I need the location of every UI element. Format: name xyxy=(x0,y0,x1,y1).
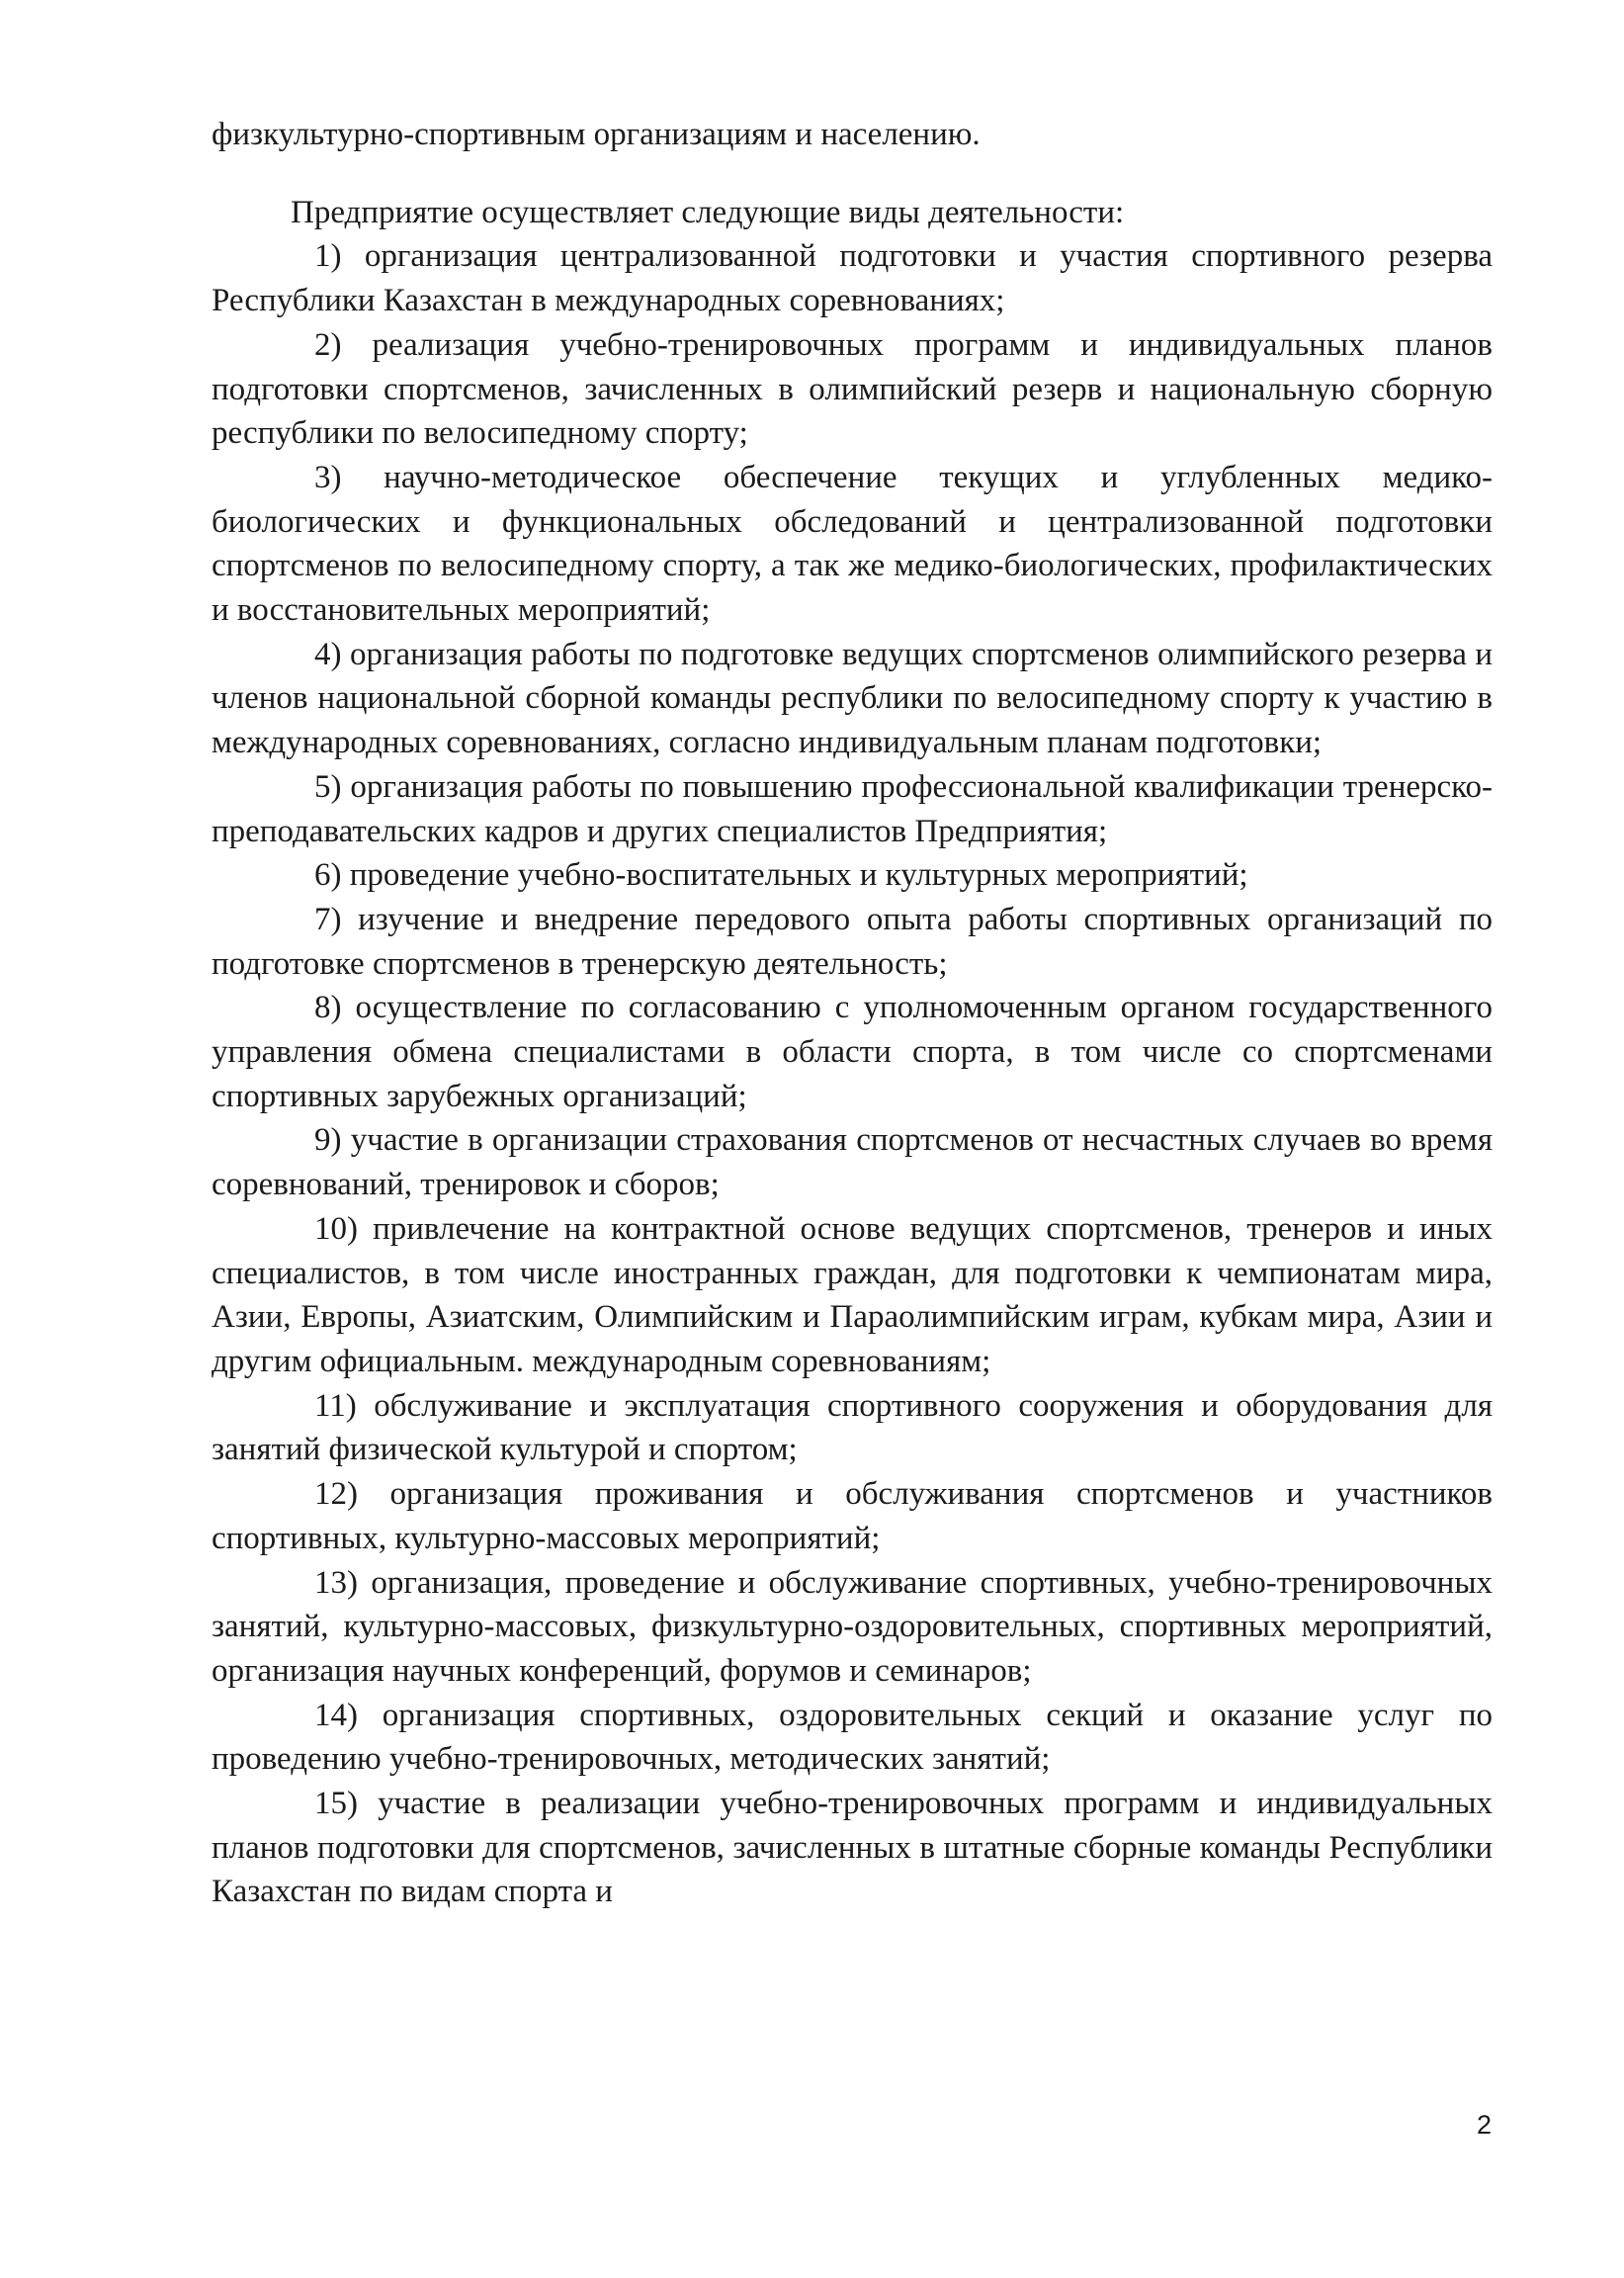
list-item-9: 9) участие в организации страхования спортсменов от несчастных случаев во время соревнований, тренировок и сборов; xyxy=(212,1122,1493,1203)
document-body xyxy=(212,113,1493,1914)
list-item-2: 2) реализация учебно-тренировочных программ и индивидуальных планов подготовки спортсменов, зачисленных в олимпийский резерв и национальную сборную республики по велосипедному спорту; xyxy=(212,326,1493,452)
list-item-5: 5) организация работы по повышению профессиональной квалификации тренерско-преподавательских кадров и других специалистов Предприятия; xyxy=(212,768,1493,849)
list-item-1: 1) организация централизованной подготовки и участия спортивного резерва Республики Казахстан в международных соревнованиях; xyxy=(212,238,1493,319)
list-item-13: 13) организация, проведение и обслуживание спортивных, учебно-тренировочных занятий, культурно-массовых, физкультурно-оздоровительных, спортивных мероприятий, организация научных конференций, форумов и семинаров; xyxy=(212,1564,1493,1689)
list-item-15: 15) участие в реализации учебно-тренировочных программ и индивидуальных планов подготовки для спортсменов, зачисленных в штатные сборные команды Республики Казахстан по видам спорта и xyxy=(212,1786,1493,1910)
list-item-3: 3) научно-методическое обеспечение текущих и углубленных медико-биологических и функциональных обследований и централизованной подготовки спортсменов по велосипедному спорту, а так же медико-биологических, профилактических и восстановительных мероприятий; xyxy=(212,459,1493,629)
list-item-11: 11) обслуживание и эксплуатация спортивного сооружения и оборудования для занятий физической культурой и спортом; xyxy=(212,1387,1493,1468)
list-item-8: 8) осуществление по согласованию с уполномоченным органом государственного управления обмена специалистами в области спорта, в том числе со спортсменами спортивных зарубежных организаций; xyxy=(212,990,1493,1114)
page-number: 2 xyxy=(1476,2110,1492,2140)
list-item-10: 10) привлечение на контрактной основе ведущих спортсменов, тренеров и иных специалистов, в том числе иностранных граждан, для подготовки к чемпионатам мира, Азии, Европы, Азиатским, Олимпийским и Параолимпийским играм, кубкам мира, Азии и другим официальным. международным соревнованиям; xyxy=(212,1210,1493,1379)
continuation-paragraph: физкультурно-спортивным организациям и населению. xyxy=(212,117,981,152)
list-item-12: 12) организация проживания и обслуживания спортсменов и участников спортивных, культурно-массовых мероприятий; xyxy=(212,1476,1493,1556)
list-item-6: 6) проведение учебно-воспитательных и культурных мероприятий; xyxy=(314,857,1248,894)
list-item-7: 7) изучение и внедрение передового опыта работы спортивных организаций по подготовке спортсменов в тренерскую деятельность; xyxy=(212,901,1493,982)
intro-paragraph: Предприятие осуществляет следующие виды деятельности: xyxy=(291,194,1125,230)
list-item-4: 4) организация работы по подготовке ведущих спортсменов олимпийского резерва и членов национальной сборной команды республики по велосипедному спорту к участию в международных соревнованиях, согласно индивидуальным планам подготовки; xyxy=(212,636,1493,761)
list-item-14: 14) организация спортивных, оздоровительных секций и оказание услуг по проведению учебно-тренировочных, методических занятий; xyxy=(212,1697,1493,1778)
